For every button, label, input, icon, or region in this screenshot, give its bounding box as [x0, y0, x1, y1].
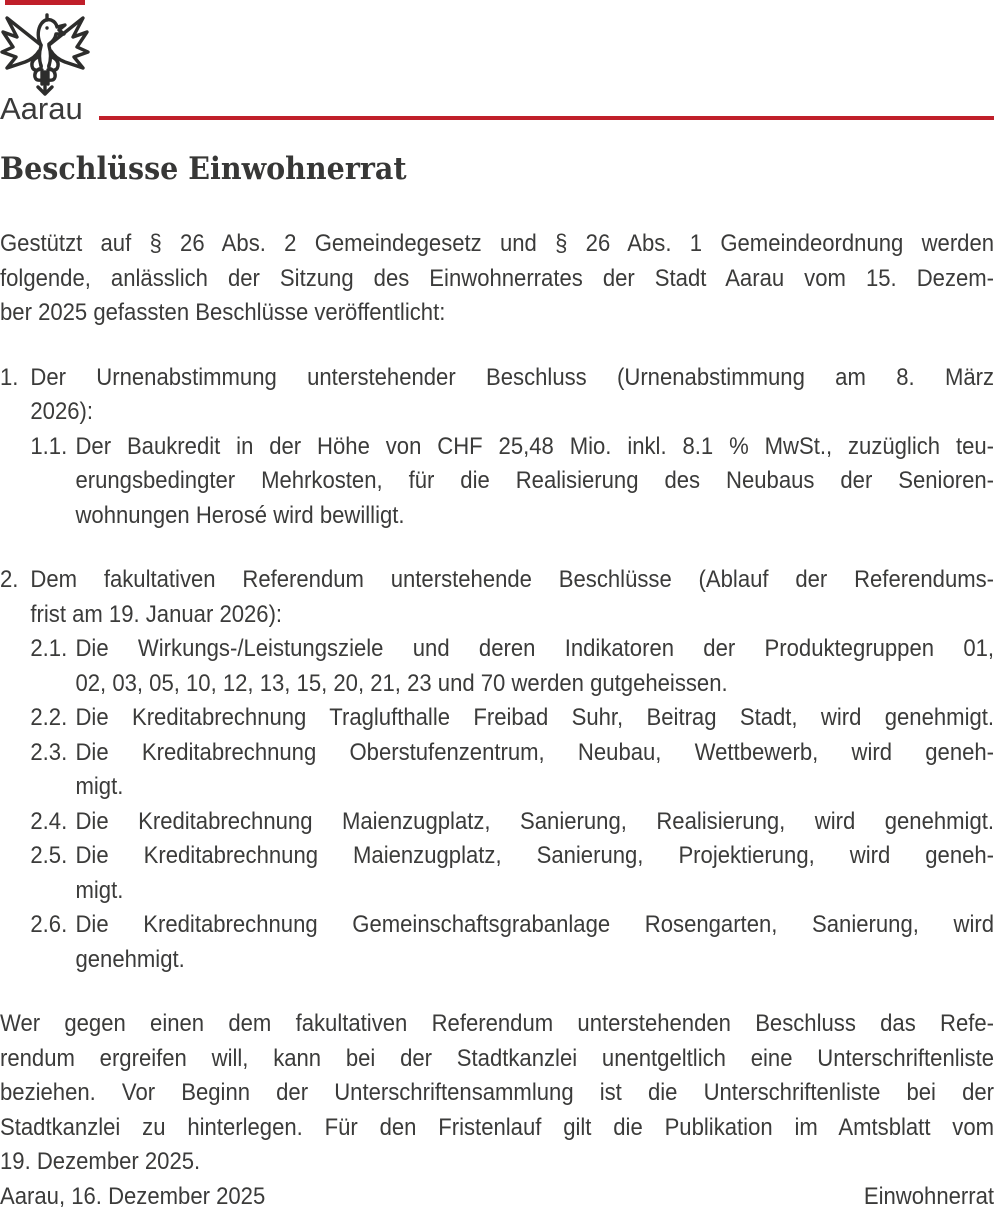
list-item-2-4 [0, 805, 994, 840]
text-line: Die Kreditabrechnung Oberstufenzentrum, Neubau, Wettbewerb, wird geneh- [75, 738, 994, 766]
text-line: Gestützt auf § 26 Abs. 2 Gemeindegesetz und § 26 Abs. 1 Gemeindeordnung werden [0, 230, 994, 257]
text-line: 2026): [30, 398, 94, 425]
list-item-1 [0, 361, 994, 430]
place-date: Aarau, 16. Dezember 2025 [0, 1182, 266, 1207]
list-item-text [30, 563, 994, 632]
list-item-2-6 [0, 908, 994, 977]
text-line: erungsbedingter Mehrkosten, für die Realisierung des Neubaus der Senioren- [75, 467, 994, 494]
logo-city-name: Aarau [0, 91, 83, 126]
list-marker: 2.5. [30, 842, 68, 869]
signature-line [0, 1180, 994, 1207]
text-line: migt. [75, 773, 124, 800]
referendum-info-paragraph [0, 1007, 994, 1180]
text-line: 02, 03, 05, 10, 12, 13, 15, 20, 21, 23 und 70 werden gutgeheissen. [75, 669, 728, 697]
text-line: ber 2025 gefassten Beschlüsse veröffentlicht: [0, 299, 446, 326]
text-line: Die Kreditabrechnung Traglufthalle Freibad Suhr, Beitrag Stadt, wird genehmigt. [75, 704, 994, 731]
document-body [0, 125, 994, 1207]
text-line: frist am 19. Januar 2026): [30, 600, 283, 628]
list-marker: 2.3. [30, 738, 68, 766]
text-line: Die Kreditabrechnung Gemeinschaftsgrabanlage Rosengarten, Sanierung, wird [75, 911, 994, 938]
list-item-text [30, 361, 994, 430]
list-marker: 2.6. [30, 911, 68, 938]
list-item-2-1 [0, 632, 994, 701]
text-line: Der Baukredit in der Höhe von CHF 25,48 Mio. inkl. 8.1 % MwSt., zuzüglich teu- [75, 432, 994, 460]
list-item-text [75, 701, 994, 736]
text-line: rendum ergreifen will, kann bei der Stadtkanzlei unentgeltlich eine Unterschriftenliste [0, 1044, 994, 1072]
text-line: Wer gegen einen dem fakultativen Referendum unterstehenden Beschluss das Refe- [0, 1010, 994, 1037]
list-marker: 2.1. [30, 635, 68, 662]
list-item-1-1 [0, 430, 994, 534]
text-line: migt. [75, 876, 124, 904]
list-item-text [75, 632, 994, 701]
list-item-2 [0, 563, 994, 632]
text-line: 19. Dezember 2025. [0, 1148, 201, 1175]
text-line: genehmigt. [75, 945, 185, 973]
list-marker: 2.4. [30, 807, 68, 835]
author-signature: Einwohnerrat [863, 1182, 994, 1207]
logo-red-bar [5, 0, 85, 5]
text-line: Der Urnenabstimmung unterstehender Beschluss (Urnenabstimmung am 8. März [30, 363, 994, 391]
list-marker: 2.2. [30, 704, 68, 731]
text-line: Stadtkanzlei zu hinterlegen. Für den Fristenlauf gilt die Publikation im Amtsblatt vom [0, 1113, 994, 1141]
header-rule [99, 116, 994, 120]
list-item-text [75, 839, 994, 908]
list-item-2-3 [0, 736, 994, 805]
text-line: Die Kreditabrechnung Maienzugplatz, Sanierung, Projektierung, wird geneh- [75, 842, 994, 869]
list-item-2-2 [0, 701, 994, 736]
intro-paragraph [0, 227, 994, 331]
text-line: wohnungen Herosé wird bewilligt. [75, 501, 405, 529]
list-item-text [75, 805, 994, 840]
text-line: folgende, anlässlich der Sitzung des Einwohnerrates der Stadt Aarau vom 15. Dezem- [0, 264, 994, 292]
text-line: Die Wirkungs-/Leistungsziele und deren Indikatoren der Produktegruppen 01, [75, 635, 994, 662]
list-item-2-5 [0, 839, 994, 908]
list-marker: 1. [0, 363, 19, 391]
text-line: beziehen. Vor Beginn der Unterschriftensammlung ist die Unterschriftenliste bei der [0, 1079, 994, 1106]
aarau-eagle-icon [0, 11, 90, 97]
list-marker: 1.1. [30, 432, 68, 460]
text-line: Dem fakultativen Referendum unterstehende Beschlüsse (Ablauf der Referendums- [30, 566, 994, 593]
list-item-text [75, 908, 994, 977]
aarau-logo-header [0, 0, 994, 125]
list-item-text [75, 736, 994, 805]
list-item-text [75, 430, 994, 534]
text-line: Die Kreditabrechnung Maienzugplatz, Sanierung, Realisierung, wird genehmigt. [75, 807, 994, 835]
page-title: Beschlüsse Einwohnerrat [0, 151, 407, 187]
list-marker: 2. [0, 566, 19, 593]
